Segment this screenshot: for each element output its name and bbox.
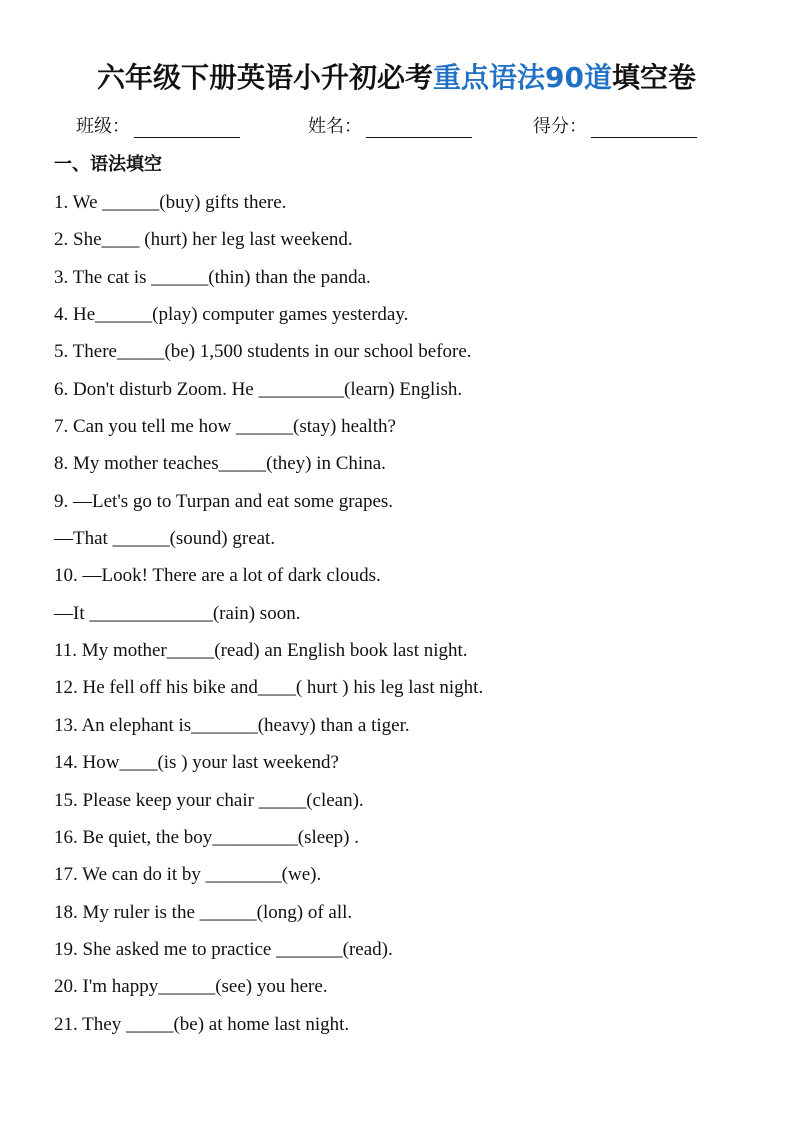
student-info-row [0, 112, 793, 142]
class-field[interactable] [76, 112, 240, 138]
question-item: 17. We can do it by ________(we). [54, 864, 322, 886]
question-item: 19. She asked me to practice _______(read). [54, 938, 393, 960]
question-item: 14. How____(is ) your last weekend? [54, 752, 339, 774]
question-item: 18. My ruler is the ______(long) of all. [54, 901, 353, 923]
class-label: 班级： [76, 116, 130, 137]
name-blank-line[interactable] [366, 117, 472, 138]
question-item: —It _____________(rain) soon. [54, 602, 301, 624]
question-item: 10. —Look! There are a lot of dark clouds. [54, 565, 381, 587]
question-item: 3. The cat is ______(thin) than the panda. [54, 266, 371, 288]
question-item: 5. There_____(be) 1,500 students in our school before. [54, 341, 472, 363]
question-item: —That ______(sound) great. [54, 528, 276, 550]
name-label: 姓名： [308, 116, 362, 137]
question-item: 2. She____ (hurt) her leg last weekend. [54, 229, 353, 251]
question-item: 11. My mother_____(read) an English book last night. [54, 640, 468, 662]
page-title [0, 58, 793, 98]
title-highlight: 重点语法90道 [433, 61, 612, 94]
question-item: 9. —Let's go to Turpan and eat some grapes. [54, 490, 394, 512]
score-label: 得分： [533, 116, 587, 137]
title-part-2: 填空卷 [611, 61, 696, 94]
name-field[interactable] [308, 112, 472, 138]
question-list [54, 186, 754, 1045]
question-item: 7. Can you tell me how ______(stay) health? [54, 416, 396, 438]
score-blank-line[interactable] [591, 117, 697, 138]
question-item: 21. They _____(be) at home last night. [54, 1013, 350, 1035]
question-item: 13. An elephant is_______(heavy) than a tiger. [54, 714, 410, 736]
question-item: 20. I'm happy______(see) you here. [54, 976, 328, 998]
question-item: 4. He______(play) computer games yesterday. [54, 304, 409, 326]
score-field[interactable] [533, 112, 697, 138]
class-blank-line[interactable] [134, 117, 240, 138]
question-item: 12. He fell off his bike and____( hurt ) his leg last night. [54, 677, 484, 699]
section-heading: 一、语法填空 [54, 154, 162, 175]
question-item: 8. My mother teaches_____(they) in China. [54, 453, 386, 475]
question-item: 15. Please keep your chair _____(clean). [54, 789, 364, 811]
question-item: 1. We ______(buy) gifts there. [54, 192, 287, 213]
question-item: 6. Don't disturb Zoom. He _________(learn) English. [54, 378, 463, 400]
title-part-1: 六年级下册英语小升初必考 [97, 61, 434, 94]
question-item: 16. Be quiet, the boy_________(sleep) . [54, 826, 360, 848]
